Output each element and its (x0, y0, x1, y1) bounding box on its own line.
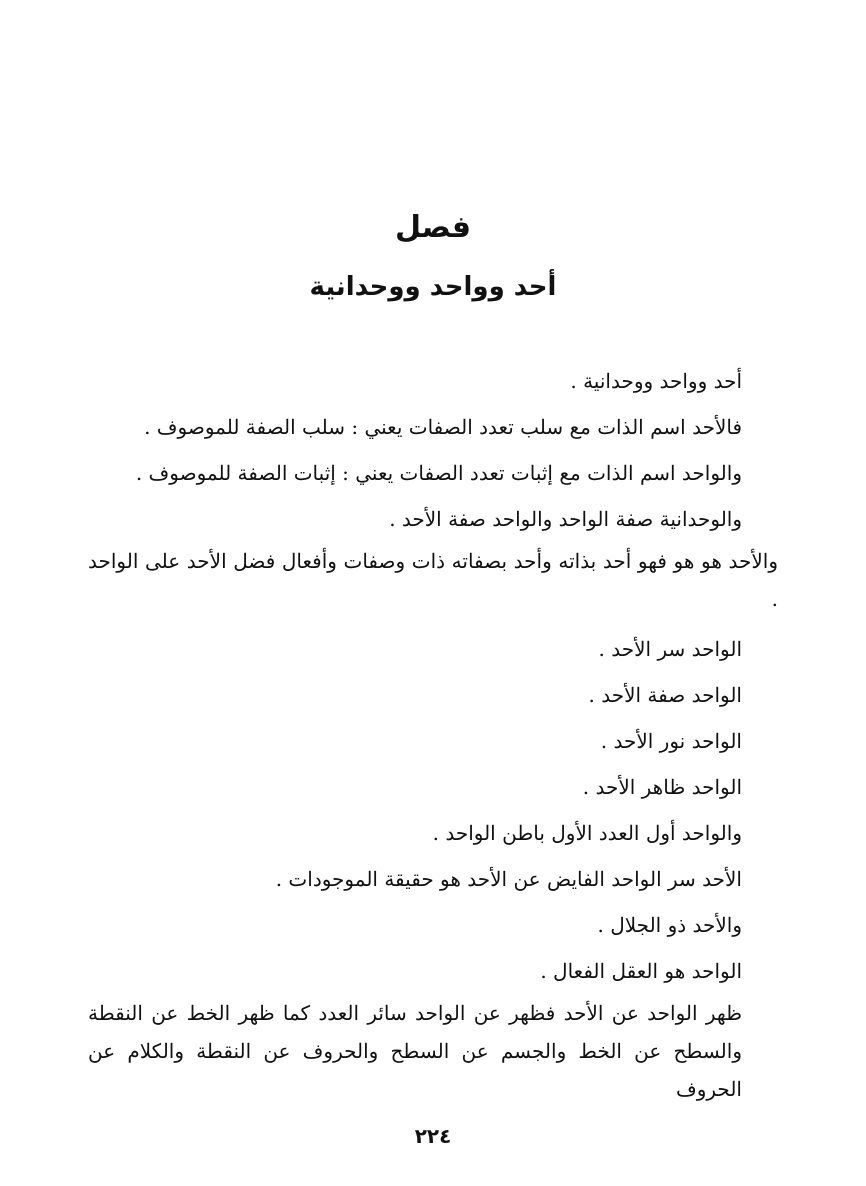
paragraph-13: الواحد هو العقل الفعال . (540, 959, 742, 983)
chapter-title: فصل (395, 210, 471, 245)
paragraph-2: فالأحد اسم الذات مع سلب تعدد الصفات يعني : سلب الصفة للموصوف . (144, 415, 742, 439)
chapter-subtitle: أحد وواحد ووحدانية (309, 272, 557, 302)
paragraph-10: والواحد أول العدد الأول باطن الواحد . (432, 821, 742, 845)
paragraph-3: والواحد اسم الذات مع إثبات تعدد الصفات يعني : إثبات الصفة للموصوف . (135, 461, 742, 485)
paragraph-4: والوحدانية صفة الواحد والواحد صفة الأحد . (389, 507, 742, 531)
paragraph-9: الواحد ظاهر الأحد . (582, 775, 742, 799)
paragraph-8: الواحد نور الأحد . (600, 729, 742, 753)
paragraph-14: ظهر الواحد عن الأحد فظهر عن الواحد سائر العدد كما ظهر الخط عن النقطة والسطح عن الخط والجسم عن السطح والحروف عن النقطة والكلام عن الحروف (88, 1001, 742, 1101)
paragraph-11: الأحد سر الواحد الفايض عن الأحد هو حقيقة الموجودات . (275, 867, 742, 891)
paragraph-12: والأحد ذو الجلال . (597, 913, 742, 937)
paragraph-1: أحد وواحد ووحدانية . (570, 369, 742, 393)
body-text (88, 358, 778, 1116)
page-number: ٢٢٤ (414, 1124, 452, 1148)
paragraph-7: الواحد صفة الأحد . (588, 683, 742, 707)
paragraph-6: الواحد سر الأحد . (598, 637, 742, 661)
paragraph-5: والأحد هو هو فهو أحد بذاته وأحد بصفاته ذات وصفات وأفعال فضل الأحد على الواحد . (88, 549, 778, 611)
